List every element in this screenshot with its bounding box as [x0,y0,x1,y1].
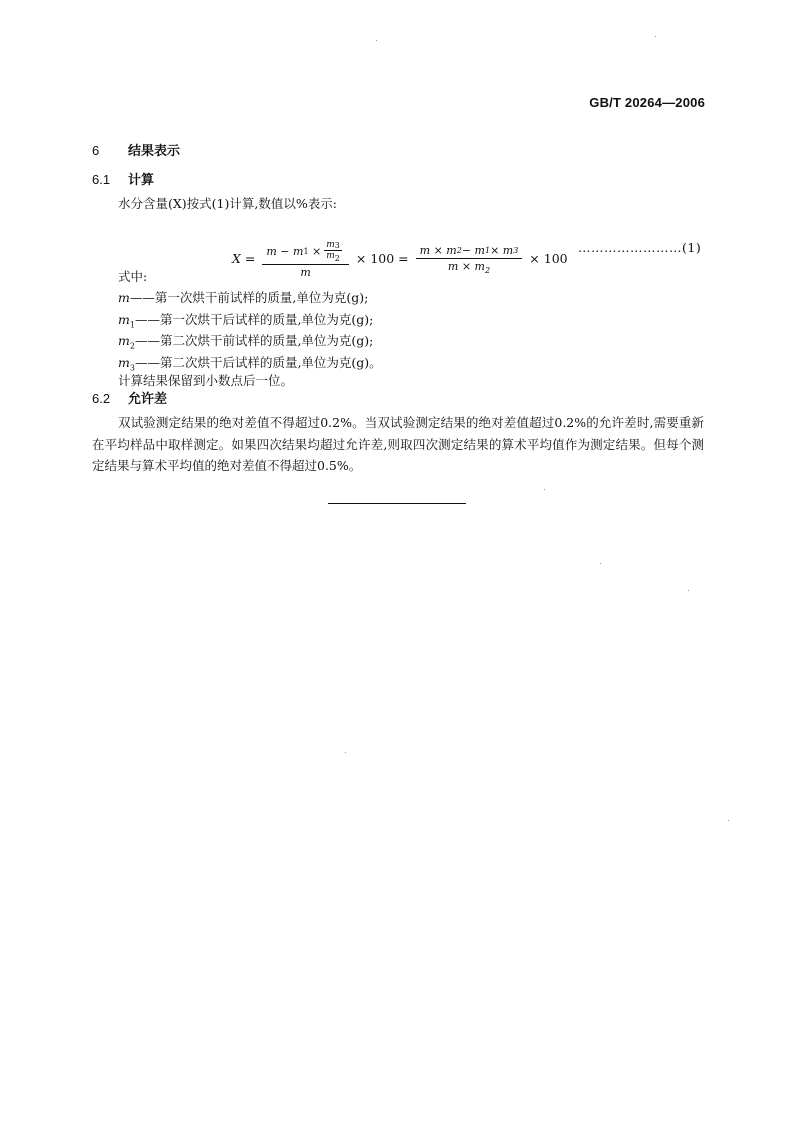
formula-inner-fraction [324,240,342,263]
section-6-2-heading [92,388,167,407]
section-6-1-number: 6.1 [92,172,111,187]
scan-speck [345,752,346,753]
scan-speck [688,590,689,591]
formula-times: × [312,244,322,258]
section-6-2-number: 6.2 [92,391,111,406]
formula-mul100-b: × 100 [529,250,568,266]
scan-speck [544,489,545,490]
scan-speck [728,820,729,821]
formula-num1-a: m − m [266,244,304,258]
formula-fraction-2 [416,244,523,275]
formula-intro: 水分含量(X)按式(1)计算,数值以%表示: [118,196,337,211]
section-6-heading [92,140,180,159]
where-label: 式中: [118,269,148,284]
equation-number: ……………………(1) [578,240,702,255]
definition-m1: $m_1——$第一次烘干后试样的质量,单位为克(g); [118,312,374,330]
scan-speck [376,40,377,41]
formula-eq1: = [244,250,256,266]
scan-speck [655,36,656,37]
formula-den1: m [300,265,311,279]
section-6-title: 结果表示 [128,144,181,159]
formula-inner-top-sub: 3 [334,240,340,250]
formula-num2: m × m [419,243,457,257]
formula-eq2: = [398,250,409,266]
formula-inner-top: m [326,240,335,250]
standard-code: GB/T 20264—2006 [589,95,705,110]
scan-speck [600,563,601,564]
section-6-1-heading [92,169,154,188]
section-6-2-title: 允许差 [128,392,168,407]
section-6-number: 6 [92,143,100,158]
formula-lhs: X [232,250,241,266]
end-rule [328,503,466,504]
section-6-1-title: 计算 [128,173,155,188]
formula-1 [232,240,568,279]
formula-mul100-a: × 100 [355,250,395,266]
tolerance-paragraph: 双试验测定结果的绝对差值不得超过0.2%。当双试验测定结果的绝对差值超过0.2%的允许差时,需要重新在平均样品中取样测定。如果四次结果均超过允许差,则取四次测定结果的算术平均值作为测定结果。但每个测定结果与算术平均值的绝对差值不得超过0.5%。 [92,415,704,473]
formula-fraction-2-denominator: $m \times m_2$ [447,259,491,275]
formula-fraction-1 [262,240,349,279]
definition-m3: $m_3——$第二次烘干后试样的质量,单位为克(g)。 [118,355,382,373]
definition-m: m——第一次烘干前试样的质量,单位为克(g); [118,290,369,305]
formula-fraction-1-numerator [262,240,349,264]
formula-num1-a-sub: 1 [303,246,309,256]
formula-fraction-2-numerator: m × m 2 − m 1 × m 3 [419,243,519,257]
formula-inner-bot-sub: 2 [334,253,340,263]
rounding-note: 计算结果保留到小数点后一位。 [118,373,294,388]
formula-inner-bot: m [326,251,335,261]
definition-m2: $m_2——$第二次烘干前试样的质量,单位为克(g); [118,333,374,351]
